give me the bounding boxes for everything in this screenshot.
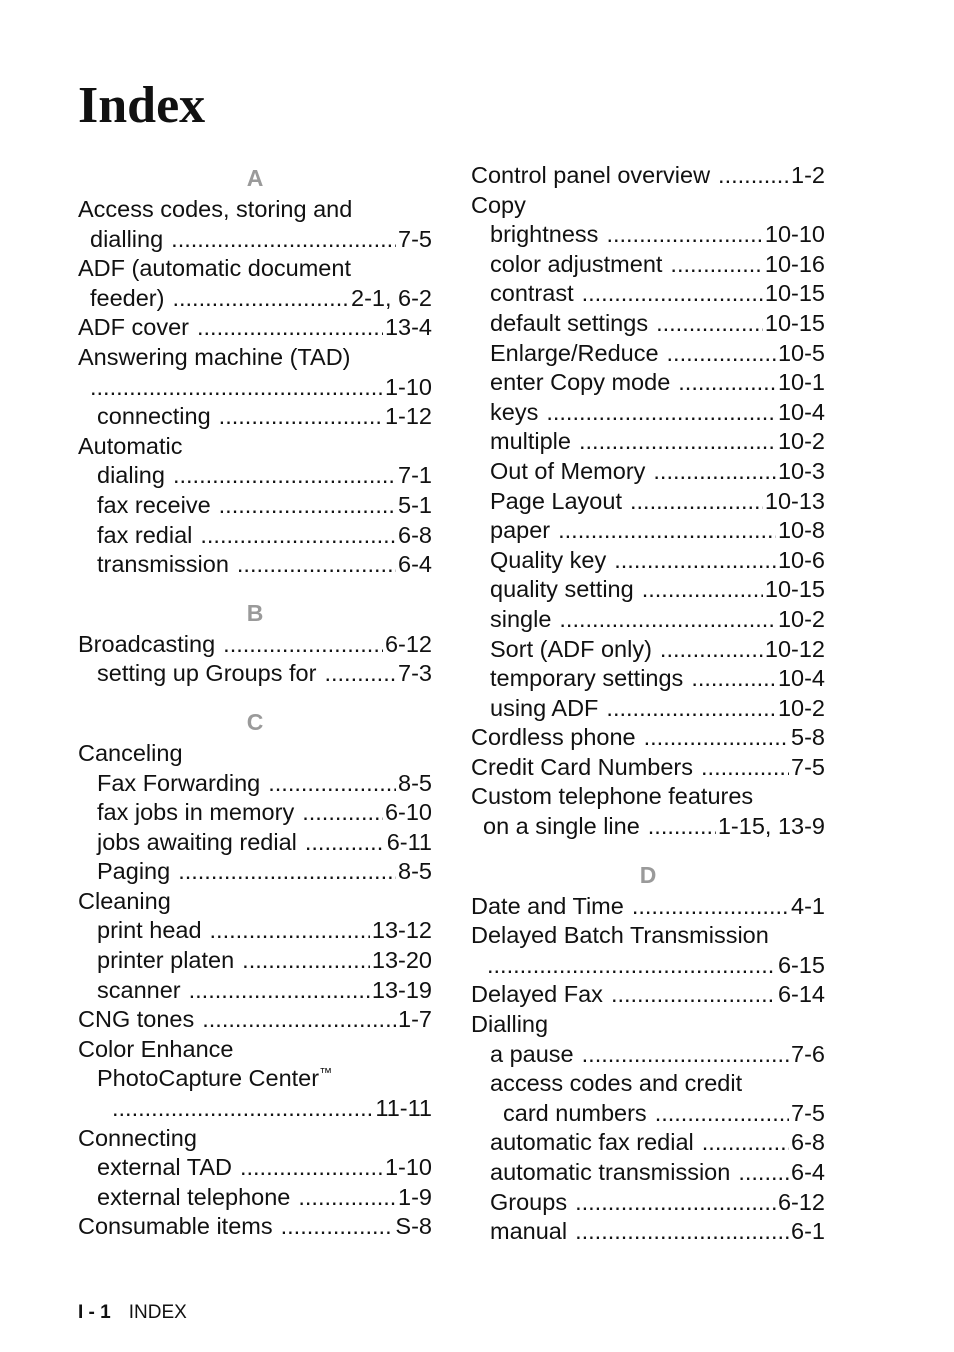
page-ref: 13-12 <box>371 917 432 944</box>
leader-dots <box>223 630 383 660</box>
index-entry: on a single line ..... 1-15, 13-9 <box>471 812 825 842</box>
leader-dots <box>678 368 776 398</box>
leader-dots <box>210 916 370 946</box>
page-ref: 10-2 <box>777 605 825 632</box>
leader-dots <box>90 373 383 403</box>
section-letter-b: B <box>246 599 264 626</box>
leader-dots <box>660 635 763 665</box>
page-ref: 10-15 <box>764 280 825 307</box>
index-entry: keys ..... 10-4 <box>471 398 825 428</box>
leader-dots <box>237 550 396 580</box>
leader-dots <box>559 605 776 635</box>
index-entry <box>78 1094 432 1124</box>
index-entry: ADF cover ..... 13-4 <box>78 313 432 343</box>
page-ref: 10-1 <box>777 369 825 396</box>
leader-dots <box>644 723 789 753</box>
index-entry: transmission ..... 6-4 <box>78 550 432 580</box>
page-ref: 5-1 <box>398 491 432 518</box>
leader-dots <box>738 1158 789 1188</box>
index-entry: dialing ..... 7-1 <box>78 461 432 491</box>
index-column-right <box>471 161 825 1247</box>
leader-dots <box>202 1005 396 1035</box>
page-ref: 6-4 <box>791 1159 825 1185</box>
leader-dots <box>575 1188 776 1218</box>
page-ref: 6-12 <box>384 630 432 657</box>
page-ref: 6-14 <box>777 981 825 1008</box>
page-ref: 10-4 <box>777 398 825 425</box>
leader-dots <box>298 1183 396 1213</box>
page-ref: 6-8 <box>791 1129 825 1156</box>
leader-dots <box>172 284 349 314</box>
index-entry <box>471 951 825 981</box>
index-entry: card numbers ..... 7-5 <box>471 1099 825 1129</box>
page-ref: 1-12 <box>384 403 432 430</box>
index-entry: fax redial ..... 6-8 <box>78 521 432 551</box>
index-entry: Connecting <box>78 1124 197 1151</box>
leader-dots <box>582 1040 789 1070</box>
leader-dots <box>240 1153 383 1183</box>
leader-dots <box>691 664 776 694</box>
page-ref: 13-4 <box>384 314 432 341</box>
index-entry: external telephone ..... 1-9 <box>78 1183 432 1213</box>
index-entry: temporary settings ..... 10-4 <box>471 664 825 694</box>
page-ref: 6-4 <box>398 551 432 578</box>
leader-dots <box>670 250 762 280</box>
page-ref: 10-5 <box>777 339 825 366</box>
leader-dots <box>614 546 776 576</box>
page-ref: 6-8 <box>398 521 432 548</box>
page-ref: 4-1 <box>791 892 825 919</box>
page-ref: 13-20 <box>371 947 432 974</box>
leader-dots <box>702 1128 789 1158</box>
index-entry: PhotoCapture Center™ <box>97 1065 333 1092</box>
index-entry: Broadcasting ..... 6-12 <box>78 630 432 660</box>
leader-dots <box>197 313 383 343</box>
trademark-symbol: ™ <box>319 1065 333 1081</box>
index-entry: setting up Groups for ..... 7-3 <box>78 659 432 689</box>
page-ref: 10-4 <box>777 665 825 692</box>
index-entry: Automatic <box>78 432 183 459</box>
index-entry: Control panel overview ..... 1-2 <box>471 161 825 191</box>
index-entry: ADF (automatic document <box>78 255 351 282</box>
index-entry: scanner ..... 13-19 <box>78 976 432 1006</box>
leader-dots <box>219 491 396 521</box>
index-entry: Dialling <box>471 1011 549 1038</box>
page-ref: 1-9 <box>398 1183 432 1210</box>
index-entry: contrast ..... 10-15 <box>471 279 825 309</box>
leader-dots <box>171 225 396 255</box>
leader-dots <box>701 753 789 783</box>
index-entry: automatic fax redial ..... 6-8 <box>471 1128 825 1158</box>
index-entry: quality setting ..... 10-15 <box>471 575 825 605</box>
page-ref: 7-3 <box>398 660 432 687</box>
page-ref: 7-5 <box>791 753 825 780</box>
page-ref: 6-11 <box>386 828 432 855</box>
index-entry: Cordless phone ..... 5-8 <box>471 723 825 753</box>
leader-dots <box>546 398 776 428</box>
index-entry: Answering machine (TAD) <box>78 343 351 370</box>
leader-dots <box>582 279 763 309</box>
page-ref: 7-6 <box>791 1040 825 1067</box>
section-letter-c: C <box>246 708 264 735</box>
page-ref: 7-5 <box>791 1099 825 1126</box>
page-ref: 7-1 <box>398 462 432 489</box>
index-entry: Groups ..... 6-12 <box>471 1188 825 1218</box>
section-letter-d: D <box>639 861 657 888</box>
leader-dots <box>611 980 776 1010</box>
index-entry: Delayed Batch Transmission <box>471 922 769 949</box>
leader-dots <box>656 309 763 339</box>
index-entry: Canceling <box>78 739 183 766</box>
index-entry: manual ..... 6-1 <box>471 1217 825 1247</box>
leader-dots <box>718 161 789 191</box>
index-entry: jobs awaiting redial ..... 6-11 <box>78 828 432 858</box>
leader-dots <box>667 339 776 369</box>
index-entry: Cleaning <box>78 887 171 914</box>
index-entry: Access codes, storing and <box>78 196 353 222</box>
index-entry: external TAD ..... 1-10 <box>78 1153 432 1183</box>
index-entry: Color Enhance <box>78 1035 234 1062</box>
leader-dots <box>606 694 776 724</box>
index-entry: feeder) ..... 2-1, 6-2 <box>78 284 432 314</box>
index-entry: multiple ..... 10-2 <box>471 427 825 457</box>
page-ref: 2-1, 6-2 <box>351 284 432 311</box>
leader-dots <box>487 951 776 981</box>
index-entry: dialling ..... 7-5 <box>78 225 432 255</box>
index-entry: paper ..... 10-8 <box>471 516 825 546</box>
leader-dots <box>268 769 396 799</box>
index-entry: fax jobs in memory ..... 6-10 <box>78 798 432 828</box>
page-ref: 8-5 <box>398 858 432 885</box>
leader-dots <box>281 1212 394 1242</box>
index-entry: Out of Memory ..... 10-3 <box>471 457 825 487</box>
page-ref: 1-10 <box>384 1154 432 1181</box>
page-ref: 11-11 <box>375 1095 432 1122</box>
leader-dots <box>219 402 383 432</box>
page-ref: 1-2 <box>791 162 825 188</box>
page-ref: 10-13 <box>764 487 825 514</box>
index-entry: Custom telephone features <box>471 783 754 810</box>
leader-dots <box>178 857 396 887</box>
page-ref: 6-10 <box>384 799 432 826</box>
leader-dots <box>606 220 762 250</box>
index-entry: printer platen ..... 13-20 <box>78 946 432 976</box>
index-entry: fax receive ..... 5-1 <box>78 491 432 521</box>
leader-dots <box>642 575 763 605</box>
index-entry: Credit Card Numbers ..... 7-5 <box>471 753 825 783</box>
page-ref: 10-3 <box>777 457 825 484</box>
page-title: Index <box>78 77 206 134</box>
leader-dots <box>200 521 396 551</box>
leader-dots <box>558 516 776 546</box>
index-entry: Sort (ADF only) ..... 10-12 <box>471 635 825 665</box>
leader-dots <box>579 427 776 457</box>
page-ref: 6-12 <box>777 1188 825 1215</box>
page-ref: 10-15 <box>764 576 825 603</box>
index-entry: Enlarge/Reduce ..... 10-5 <box>471 339 825 369</box>
leader-dots <box>632 892 789 922</box>
page-ref: 1-15, 13-9 <box>717 813 825 840</box>
index-entry <box>78 373 432 403</box>
page-ref: 6-1 <box>791 1218 825 1245</box>
index-entry: a pause ..... 7-6 <box>471 1040 825 1070</box>
leader-dots <box>575 1217 789 1247</box>
footer-page-number: I - 1 <box>78 1302 111 1323</box>
index-entry: Page Layout ..... 10-13 <box>471 487 825 517</box>
index-entry: using ADF ..... 10-2 <box>471 694 825 724</box>
footer-label: INDEX <box>128 1302 187 1323</box>
page-ref: 1-7 <box>398 1006 432 1033</box>
section-letter-a: A <box>246 165 264 191</box>
index-entry: Paging ..... 8-5 <box>78 857 432 887</box>
index-entry: single ..... 10-2 <box>471 605 825 635</box>
leader-dots <box>242 946 370 976</box>
page-ref: 1-10 <box>384 373 432 400</box>
leader-dots <box>630 487 763 517</box>
index-entry: access codes and credit <box>490 1070 743 1097</box>
index-entry: enter Copy mode ..... 10-1 <box>471 368 825 398</box>
index-entry: Fax Forwarding ..... 8-5 <box>78 769 432 799</box>
index-entry: connecting ..... 1-12 <box>78 402 432 432</box>
page-ref: 13-19 <box>371 976 432 1003</box>
leader-dots <box>653 457 776 487</box>
page-ref: 10-15 <box>764 309 825 336</box>
page-ref: 10-2 <box>777 428 825 455</box>
page-ref: 10-12 <box>764 635 825 662</box>
index-entry: Date and Time ..... 4-1 <box>471 892 825 922</box>
page-ref: 6-15 <box>777 951 825 978</box>
leader-dots <box>302 798 383 828</box>
index-entry: color adjustment ..... 10-16 <box>471 250 825 280</box>
page-ref: 10-10 <box>764 221 825 248</box>
leader-dots <box>648 812 716 842</box>
leader-dots <box>112 1094 373 1124</box>
index-entry: brightness ..... 10-10 <box>471 220 825 250</box>
page-ref: 8-5 <box>398 769 432 796</box>
page-footer <box>78 1300 187 1326</box>
leader-dots <box>173 461 396 491</box>
leader-dots <box>655 1099 789 1129</box>
leader-dots <box>324 659 396 689</box>
index-column-left <box>78 161 432 1242</box>
index-entry: default settings ..... 10-15 <box>471 309 825 339</box>
index-entry: automatic transmission ..... 6-4 <box>471 1158 825 1188</box>
index-entry: CNG tones ..... 1-7 <box>78 1005 432 1035</box>
page-ref: S-8 <box>395 1213 432 1240</box>
index-entry: print head ..... 13-12 <box>78 916 432 946</box>
index-entry: Consumable items ..... S-8 <box>78 1212 432 1242</box>
index-entry: Delayed Fax ..... 6-14 <box>471 980 825 1010</box>
page-ref: 7-5 <box>398 225 432 252</box>
leader-dots <box>305 828 385 858</box>
index-entry: Copy <box>471 191 526 218</box>
page-ref: 10-6 <box>777 546 825 573</box>
index-entry: Quality key ..... 10-6 <box>471 546 825 576</box>
page-ref: 10-16 <box>764 250 825 277</box>
page-ref: 10-2 <box>777 694 825 721</box>
leader-dots <box>189 976 370 1006</box>
page-ref: 10-8 <box>777 517 825 544</box>
page-ref: 5-8 <box>791 724 825 751</box>
